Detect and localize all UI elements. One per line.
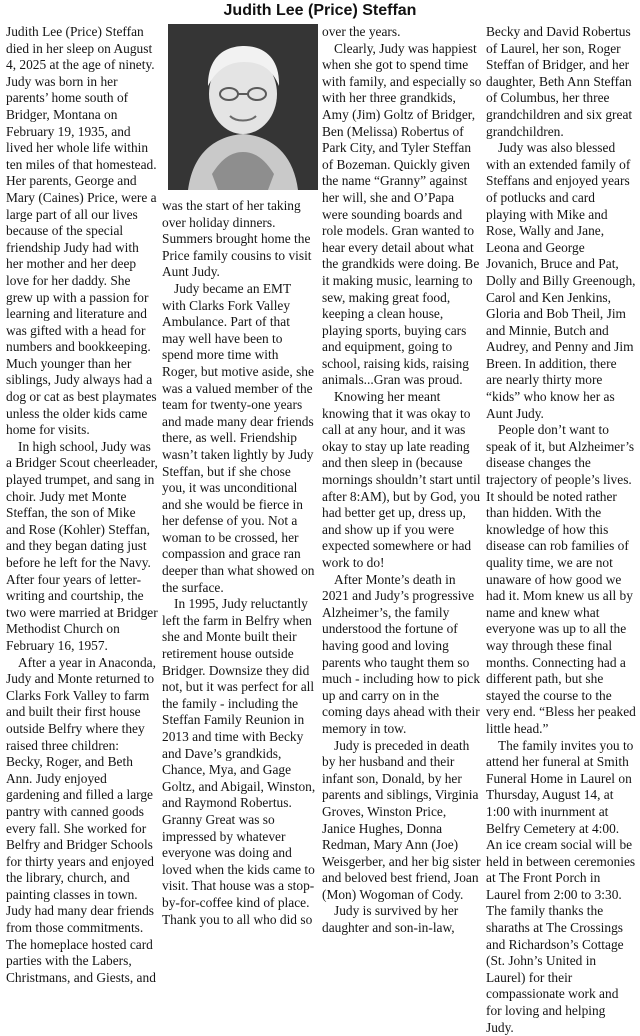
text-column-4 bbox=[486, 24, 636, 1035]
portrait-photo-icon bbox=[168, 24, 318, 190]
paragraph: In high school, Judy was a Bridger Scout cheerleader, played trumpet, and sang in choir. Judy met Monte Steffan, the son of Mike and Rose (Kohler) Steffan, and they began dating just before he left for the Navy. After four years of letter-writing and courtship, the two were married at Bridger Methodist Church on February 16, 1957. bbox=[6, 438, 158, 653]
paragraph: People don’t want to speak of it, but Alzheimer’s disease changes the trajectory of people’s lives. It should be noted rather than hidden. With the knowledge of how this disease can rob families of quality time, we are not unaware of how good we had it. Mom knew us all by name and knew what everyone was up to all the way through these final months. Connecting had a different path, but she stayed the course to the very end. “Bless her peaked little head.” bbox=[486, 422, 636, 736]
text-column-1 bbox=[6, 24, 158, 985]
paragraph: Judy became an EMT with Clarks Fork Valley Ambulance. Part of that may well have been to spend more time with Roger, but motive aside, she was a valued member of the team for twenty-one years and made many dear friends there, as well. Friendship wasn’t taken lightly by Judy Steffan, but if she chose you, it was unconditional and she would be fierce in her defense of you. Not a woman to be crossed, her compassion and grace ran deeper than what showed on the surface. bbox=[162, 280, 315, 595]
obituary-headline: Judith Lee (Price) Steffan bbox=[223, 2, 417, 19]
paragraph: Judy was also blessed with an extended family of Steffans and enjoyed years of potlucks and card playing with Mike and Rose, Wally and Jane, Leona and George Jovanich, Bruce and Pat, Dolly and Billy Greenough, Carol and Ken Jenkins, Gloria and Bob Theil, Jim and Minnie, Butch and Audrey, and Penny and Jim Breen. In addition, there are nearly thirty more “kids” who know her as Aunt Judy. bbox=[486, 140, 636, 421]
paragraph: Knowing her meant knowing that it was okay to call at any hour, and it was okay to stay up late reading and then sleep in (because mornings shouldn’t start until after 8:AM), but by God, you had better get up, dress up, and show up if you were expected somewhere or had work to do! bbox=[322, 389, 481, 570]
paragraph: After a year in Anaconda, Judy and Monte returned to Clarks Fork Valley to farm and built their first house outside Belfry where they raised three children: Becky, Roger, and Beth Ann. Judy enjoyed gardening and filled a large pantry with canned goods every fall. She worked for Belfry and Bridger Schools for thirty years and enjoyed the library, church, and painting classes in town. Judy had many dear friends from those commitments. The homeplace hosted card parties with the Labers, Christmans, and Giests, and bbox=[6, 654, 156, 985]
paragraph: Clearly, Judy was happiest when she got to spend time with family, and especially so with her three grandkids, Amy (Jim) Goltz of Bridger, Ben (Melissa) Robertus of Park City, and Tyler Steffan of Bozeman. Quickly given the name “Granny” against her will, she and O’Papa were sounding boards and role models. Gran wanted to hear every detail about what the grandkids were doing. Be it making music, learning to sew, making great food, keeping a clean house, playing sports, buying cars and equipment, going to school, raising kids, raising animals...Gran was proud. bbox=[322, 40, 482, 388]
paragraph: over the years. bbox=[322, 24, 401, 39]
paragraph: After Monte’s death in 2021 and Judy’s progressive Alzheimer’s, the family understood the fortune of having good and loving parents who taught them so much - including how to pick up and carry on in the coming days ahead with their memory in tow. bbox=[322, 571, 481, 736]
paragraph: In 1995, Judy reluctantly left the farm in Belfry when she and Monte built their retirement house outside Bridger. Downsize they did not, but it was perfect for all the family - including the Steffan Family Reunion in 2013 and time with Becky and Dave’s grandkids, Chance, Mya, and Gage Goltz, and Abigail, Winston, and Raymond Robertus. Granny Great was so impressed by whatever everyone was doing and loved when the kids came to visit. That house was a stop-by-for-coffee kind of place. Thank you to all who did so bbox=[162, 596, 316, 927]
text-column-3 bbox=[322, 24, 482, 936]
portrait-photo bbox=[168, 24, 318, 190]
paragraph: Judith Lee (Price) Steffan died in her sleep on August 4, 2025 at the age of ninety. Judy was born in her parents’ home south of Bridger, Montana on February 19, 1935, and lived her whole life within ten miles of that homestead. Her parents, George and Mary (Caines) Price, were a large part of all our lives because of the special friendship Judy had with her mother and her deep love for her daddy. She grew up with a passion for learning and literature and was gifted with a head for numbers and bookkeeping. Much younger than her siblings, Judy always had a dog or cat as best playmates unless the older kids came home for visits. bbox=[6, 24, 157, 438]
paragraph: The family invites you to attend her funeral at Smith Funeral Home in Laurel on Thursday, August 14, at 1:00 with inurnment at Belfry Cemetery at 4:00. An ice cream social will be held in between ceremonies at The Front Porch in Laurel from 2:00 to 3:30. The family thanks the sharaths at The Crossings and Richardson’s Cottage (St. John’s United in Laurel) for their compassionate work and for loving and helping Judy. bbox=[486, 737, 636, 1035]
paragraph: was the start of her taking over holiday dinners. Summers brought home the Price family cousins to visit Aunt Judy. bbox=[162, 198, 312, 280]
paragraph: Judy is preceded in death by her husband and their infant son, Donald, by her parents and siblings, Virginia Groves, Winston Price, Janice Hughes, Donna Redman, Mary Ann (Joe) Weisgerber, and her big sister and beloved best friend, Joan (Mon) Wogoman of Cody. bbox=[322, 737, 481, 902]
paragraph: Judy is survived by her daughter and son-in-law, bbox=[322, 903, 459, 936]
text-column-2 bbox=[162, 24, 316, 927]
paragraph: Becky and David Robertus of Laurel, her son, Roger Steffan of Bridger, and her daughter, Beth Ann Steffan of Columbus, her three grandchildren and six great grandchildren. bbox=[486, 24, 633, 139]
